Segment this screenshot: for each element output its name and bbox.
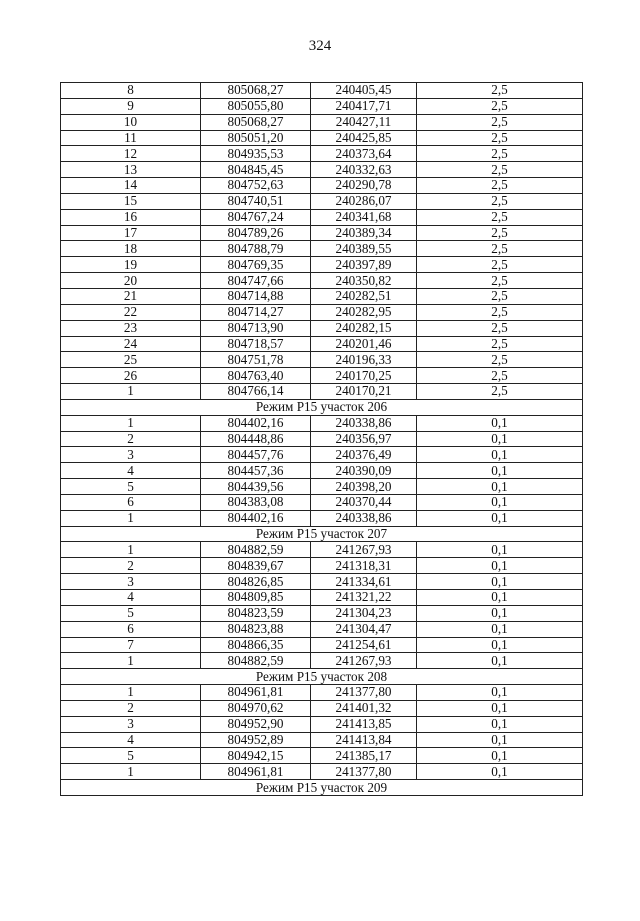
y-coordinate-cell: 240282,15 <box>311 320 417 336</box>
y-coordinate-cell: 241267,93 <box>311 653 417 669</box>
value-cell: 0,1 <box>417 447 583 463</box>
point-number-cell: 6 <box>61 621 201 637</box>
table-row <box>61 700 583 716</box>
value-cell: 0,1 <box>417 700 583 716</box>
point-number-cell: 18 <box>61 241 201 257</box>
value-cell: 2,5 <box>417 209 583 225</box>
value-cell: 2,5 <box>417 273 583 289</box>
value-cell: 2,5 <box>417 257 583 273</box>
point-number-cell: 8 <box>61 83 201 99</box>
value-cell: 0,1 <box>417 685 583 701</box>
x-coordinate-cell: 804823,59 <box>201 605 311 621</box>
y-coordinate-cell: 240196,33 <box>311 352 417 368</box>
value-cell: 2,5 <box>417 130 583 146</box>
point-number-cell: 26 <box>61 368 201 384</box>
value-cell: 0,1 <box>417 716 583 732</box>
y-coordinate-cell: 240405,45 <box>311 83 417 99</box>
value-cell: 2,5 <box>417 336 583 352</box>
y-coordinate-cell: 241377,80 <box>311 685 417 701</box>
y-coordinate-cell: 241413,85 <box>311 716 417 732</box>
y-coordinate-cell: 240338,86 <box>311 510 417 526</box>
x-coordinate-cell: 804788,79 <box>201 241 311 257</box>
table-row <box>61 320 583 336</box>
y-coordinate-cell: 240425,85 <box>311 130 417 146</box>
section-header-label: Режим Р15 участок 206 <box>61 399 583 415</box>
value-cell: 0,1 <box>417 558 583 574</box>
value-cell: 0,1 <box>417 479 583 495</box>
y-coordinate-cell: 240170,25 <box>311 368 417 384</box>
y-coordinate-cell: 241304,23 <box>311 605 417 621</box>
y-coordinate-cell: 241377,80 <box>311 764 417 780</box>
x-coordinate-cell: 804839,67 <box>201 558 311 574</box>
x-coordinate-cell: 805055,80 <box>201 98 311 114</box>
point-number-cell: 24 <box>61 336 201 352</box>
value-cell: 0,1 <box>417 732 583 748</box>
table-row <box>61 653 583 669</box>
section-header-row <box>61 780 583 796</box>
point-number-cell: 7 <box>61 637 201 653</box>
table-row <box>61 114 583 130</box>
x-coordinate-cell: 804882,59 <box>201 542 311 558</box>
y-coordinate-cell: 241413,84 <box>311 732 417 748</box>
value-cell: 2,5 <box>417 304 583 320</box>
table-row <box>61 637 583 653</box>
y-coordinate-cell: 240341,68 <box>311 209 417 225</box>
x-coordinate-cell: 804713,90 <box>201 320 311 336</box>
y-coordinate-cell: 240286,07 <box>311 193 417 209</box>
y-coordinate-cell: 240397,89 <box>311 257 417 273</box>
x-coordinate-cell: 804751,78 <box>201 352 311 368</box>
x-coordinate-cell: 804457,36 <box>201 463 311 479</box>
value-cell: 2,5 <box>417 320 583 336</box>
table-row <box>61 384 583 400</box>
table-row <box>61 590 583 606</box>
y-coordinate-cell: 240338,86 <box>311 415 417 431</box>
point-number-cell: 25 <box>61 352 201 368</box>
x-coordinate-cell: 804809,85 <box>201 590 311 606</box>
point-number-cell: 5 <box>61 479 201 495</box>
table-row <box>61 447 583 463</box>
table-row <box>61 431 583 447</box>
section-header-label: Режим Р15 участок 207 <box>61 526 583 542</box>
x-coordinate-cell: 804961,81 <box>201 764 311 780</box>
table-row <box>61 178 583 194</box>
x-coordinate-cell: 804383,08 <box>201 494 311 510</box>
x-coordinate-cell: 804714,88 <box>201 288 311 304</box>
y-coordinate-cell: 240350,82 <box>311 273 417 289</box>
y-coordinate-cell: 240356,97 <box>311 431 417 447</box>
table-row <box>61 241 583 257</box>
table-row <box>61 605 583 621</box>
value-cell: 0,1 <box>417 494 583 510</box>
point-number-cell: 1 <box>61 384 201 400</box>
x-coordinate-cell: 804970,62 <box>201 700 311 716</box>
x-coordinate-cell: 804882,59 <box>201 653 311 669</box>
table-row <box>61 336 583 352</box>
value-cell: 0,1 <box>417 605 583 621</box>
value-cell: 0,1 <box>417 637 583 653</box>
x-coordinate-cell: 804942,15 <box>201 748 311 764</box>
table-row <box>61 716 583 732</box>
table-row <box>61 542 583 558</box>
value-cell: 2,5 <box>417 98 583 114</box>
x-coordinate-cell: 804952,90 <box>201 716 311 732</box>
point-number-cell: 6 <box>61 494 201 510</box>
table-row <box>61 98 583 114</box>
table-row <box>61 273 583 289</box>
y-coordinate-cell: 240170,21 <box>311 384 417 400</box>
x-coordinate-cell: 804823,88 <box>201 621 311 637</box>
x-coordinate-cell: 804448,86 <box>201 431 311 447</box>
table-row <box>61 415 583 431</box>
value-cell: 0,1 <box>417 764 583 780</box>
y-coordinate-cell: 240389,55 <box>311 241 417 257</box>
x-coordinate-cell: 804845,45 <box>201 162 311 178</box>
coordinates-table <box>60 82 583 796</box>
point-number-cell: 9 <box>61 98 201 114</box>
point-number-cell: 3 <box>61 716 201 732</box>
y-coordinate-cell: 241321,22 <box>311 590 417 606</box>
table-row <box>61 209 583 225</box>
x-coordinate-cell: 804766,14 <box>201 384 311 400</box>
value-cell: 0,1 <box>417 590 583 606</box>
x-coordinate-cell: 804952,89 <box>201 732 311 748</box>
table-row <box>61 494 583 510</box>
x-coordinate-cell: 804935,53 <box>201 146 311 162</box>
x-coordinate-cell: 804402,16 <box>201 510 311 526</box>
table-row <box>61 193 583 209</box>
table-row <box>61 621 583 637</box>
value-cell: 2,5 <box>417 352 583 368</box>
x-coordinate-cell: 804767,24 <box>201 209 311 225</box>
table-row <box>61 130 583 146</box>
x-coordinate-cell: 805051,20 <box>201 130 311 146</box>
x-coordinate-cell: 804789,26 <box>201 225 311 241</box>
table-row <box>61 463 583 479</box>
value-cell: 0,1 <box>417 415 583 431</box>
y-coordinate-cell: 240389,34 <box>311 225 417 241</box>
point-number-cell: 23 <box>61 320 201 336</box>
point-number-cell: 20 <box>61 273 201 289</box>
y-coordinate-cell: 240398,20 <box>311 479 417 495</box>
x-coordinate-cell: 804740,51 <box>201 193 311 209</box>
x-coordinate-cell: 804714,27 <box>201 304 311 320</box>
value-cell: 0,1 <box>417 510 583 526</box>
x-coordinate-cell: 804718,57 <box>201 336 311 352</box>
point-number-cell: 3 <box>61 447 201 463</box>
y-coordinate-cell: 241318,31 <box>311 558 417 574</box>
x-coordinate-cell: 804769,35 <box>201 257 311 273</box>
point-number-cell: 2 <box>61 700 201 716</box>
x-coordinate-cell: 804866,35 <box>201 637 311 653</box>
x-coordinate-cell: 804763,40 <box>201 368 311 384</box>
point-number-cell: 22 <box>61 304 201 320</box>
table-row <box>61 83 583 99</box>
point-number-cell: 1 <box>61 542 201 558</box>
table-row <box>61 146 583 162</box>
y-coordinate-cell: 240373,64 <box>311 146 417 162</box>
value-cell: 2,5 <box>417 114 583 130</box>
value-cell: 2,5 <box>417 368 583 384</box>
point-number-cell: 15 <box>61 193 201 209</box>
point-number-cell: 2 <box>61 558 201 574</box>
y-coordinate-cell: 240390,09 <box>311 463 417 479</box>
value-cell: 0,1 <box>417 463 583 479</box>
section-header-label: Режим Р15 участок 208 <box>61 669 583 685</box>
y-coordinate-cell: 241385,17 <box>311 748 417 764</box>
point-number-cell: 11 <box>61 130 201 146</box>
y-coordinate-cell: 240201,46 <box>311 336 417 352</box>
point-number-cell: 13 <box>61 162 201 178</box>
table-row <box>61 225 583 241</box>
y-coordinate-cell: 240282,95 <box>311 304 417 320</box>
y-coordinate-cell: 240376,49 <box>311 447 417 463</box>
value-cell: 2,5 <box>417 162 583 178</box>
y-coordinate-cell: 241334,61 <box>311 574 417 590</box>
table-row <box>61 288 583 304</box>
value-cell: 0,1 <box>417 431 583 447</box>
table-row <box>61 162 583 178</box>
table-row <box>61 574 583 590</box>
y-coordinate-cell: 240332,63 <box>311 162 417 178</box>
value-cell: 2,5 <box>417 225 583 241</box>
point-number-cell: 1 <box>61 764 201 780</box>
value-cell: 2,5 <box>417 384 583 400</box>
point-number-cell: 1 <box>61 685 201 701</box>
point-number-cell: 19 <box>61 257 201 273</box>
point-number-cell: 14 <box>61 178 201 194</box>
point-number-cell: 21 <box>61 288 201 304</box>
table-row <box>61 257 583 273</box>
table-row <box>61 748 583 764</box>
value-cell: 0,1 <box>417 542 583 558</box>
page-number: 324 <box>308 38 332 54</box>
table-row <box>61 352 583 368</box>
x-coordinate-cell: 804826,85 <box>201 574 311 590</box>
coordinates-table-body <box>61 83 583 796</box>
value-cell: 0,1 <box>417 653 583 669</box>
y-coordinate-cell: 241304,47 <box>311 621 417 637</box>
value-cell: 2,5 <box>417 241 583 257</box>
y-coordinate-cell: 241254,61 <box>311 637 417 653</box>
section-header-row <box>61 669 583 685</box>
x-coordinate-cell: 804961,81 <box>201 685 311 701</box>
point-number-cell: 10 <box>61 114 201 130</box>
point-number-cell: 12 <box>61 146 201 162</box>
y-coordinate-cell: 240282,51 <box>311 288 417 304</box>
table-row <box>61 764 583 780</box>
value-cell: 0,1 <box>417 748 583 764</box>
value-cell: 2,5 <box>417 288 583 304</box>
point-number-cell: 3 <box>61 574 201 590</box>
section-header-row <box>61 399 583 415</box>
section-header-label: Режим Р15 участок 209 <box>61 780 583 796</box>
point-number-cell: 2 <box>61 431 201 447</box>
value-cell: 2,5 <box>417 83 583 99</box>
table-row <box>61 510 583 526</box>
point-number-cell: 1 <box>61 653 201 669</box>
point-number-cell: 17 <box>61 225 201 241</box>
value-cell: 2,5 <box>417 193 583 209</box>
y-coordinate-cell: 240290,78 <box>311 178 417 194</box>
point-number-cell: 5 <box>61 748 201 764</box>
point-number-cell: 5 <box>61 605 201 621</box>
x-coordinate-cell: 804439,56 <box>201 479 311 495</box>
table-row <box>61 558 583 574</box>
point-number-cell: 4 <box>61 732 201 748</box>
x-coordinate-cell: 804747,66 <box>201 273 311 289</box>
section-header-row <box>61 526 583 542</box>
point-number-cell: 4 <box>61 590 201 606</box>
x-coordinate-cell: 804752,63 <box>201 178 311 194</box>
y-coordinate-cell: 240417,71 <box>311 98 417 114</box>
table-row <box>61 368 583 384</box>
x-coordinate-cell: 805068,27 <box>201 114 311 130</box>
table-row <box>61 685 583 701</box>
y-coordinate-cell: 240370,44 <box>311 494 417 510</box>
y-coordinate-cell: 241401,32 <box>311 700 417 716</box>
table-row <box>61 304 583 320</box>
x-coordinate-cell: 804457,76 <box>201 447 311 463</box>
y-coordinate-cell: 241267,93 <box>311 542 417 558</box>
x-coordinate-cell: 804402,16 <box>201 415 311 431</box>
value-cell: 2,5 <box>417 178 583 194</box>
y-coordinate-cell: 240427,11 <box>311 114 417 130</box>
table-row <box>61 732 583 748</box>
point-number-cell: 1 <box>61 415 201 431</box>
value-cell: 2,5 <box>417 146 583 162</box>
table-row <box>61 479 583 495</box>
value-cell: 0,1 <box>417 621 583 637</box>
value-cell: 0,1 <box>417 574 583 590</box>
x-coordinate-cell: 805068,27 <box>201 83 311 99</box>
point-number-cell: 1 <box>61 510 201 526</box>
point-number-cell: 4 <box>61 463 201 479</box>
point-number-cell: 16 <box>61 209 201 225</box>
